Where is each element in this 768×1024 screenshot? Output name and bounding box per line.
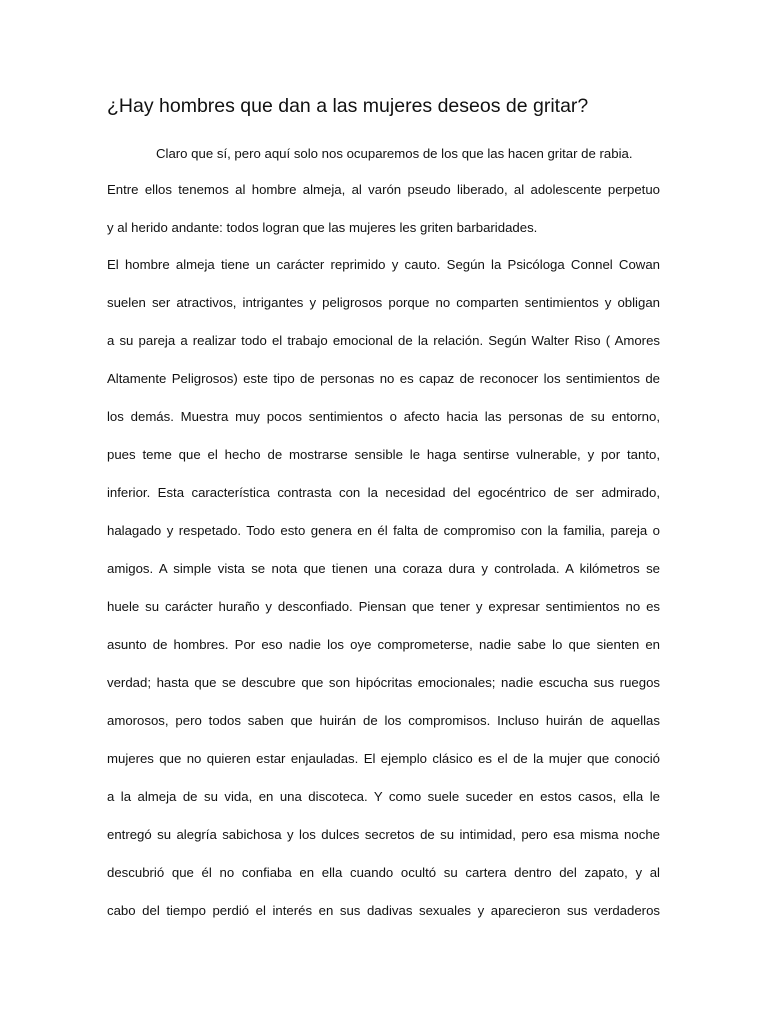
- paragraph-line: El hombre almeja tiene un carácter reprimido y cauto. Según la Psicóloga Connel Cowan: [107, 257, 660, 272]
- paragraph-line: halagado y respetado. Todo esto genera en él falta de compromiso con la familia, pareja o: [107, 523, 660, 538]
- paragraph-line: verdad; hasta que se descubre que son hipócritas emocionales; nadie escucha sus ruegos: [107, 675, 660, 690]
- paragraph-line: amorosos, pero todos saben que huirán de los compromisos. Incluso huirán de aquellas: [107, 713, 660, 728]
- paragraph-line: huele su carácter huraño y desconfiado. Piensan que tener y expresar sentimientos no es: [107, 599, 660, 614]
- paragraph-line: y al herido andante: todos logran que las mujeres les griten barbaridades.: [107, 220, 538, 235]
- paragraph-line: entregó su alegría sabichosa y los dulces secretos de su intimidad, pero esa misma noche: [107, 827, 660, 842]
- paragraph-line: descubrió que él no confiaba en ella cuando ocultó su cartera dentro del zapato, y al: [107, 865, 660, 880]
- paragraph-line: Altamente Peligrosos) este tipo de personas no es capaz de reconocer los sentimientos de: [107, 371, 660, 386]
- paragraph-line: amigos. A simple vista se nota que tienen una coraza dura y controlada. A kilómetros se: [107, 561, 660, 576]
- paragraph-line: a su pareja a realizar todo el trabajo emocional de la relación. Según Walter Riso ( Amores: [107, 333, 660, 348]
- paragraph-line: inferior. Esta característica contrasta con la necesidad del egocéntrico de ser admirado,: [107, 485, 660, 500]
- paragraph-line: los demás. Muestra muy pocos sentimientos o afecto hacia las personas de su entorno,: [107, 409, 660, 424]
- paragraph-line: pues teme que el hecho de mostrarse sensible le haga sentirse vulnerable, y por tanto,: [107, 447, 660, 462]
- paragraph-line: mujeres que no quieren estar enjauladas. El ejemplo clásico es el de la mujer que conoció: [107, 751, 660, 766]
- paragraph-line: cabo del tiempo perdió el interés en sus dadivas sexuales y aparecieron sus verdaderos: [107, 903, 660, 918]
- paragraph-line: a la almeja de su vida, en una discoteca. Y como suele suceder en estos casos, ella le: [107, 789, 660, 804]
- paragraph-line: Claro que sí, pero aquí solo nos ocuparemos de los que las hacen gritar de rabia.: [156, 146, 633, 161]
- document-title: ¿Hay hombres que dan a las mujeres deseos de gritar?: [107, 95, 589, 117]
- paragraph-line: asunto de hombres. Por eso nadie los oye comprometerse, nadie sabe lo que sienten en: [107, 637, 660, 652]
- paragraph-line: Entre ellos tenemos al hombre almeja, al varón pseudo liberado, al adolescente perpetuo: [107, 182, 660, 197]
- paragraph-line: suelen ser atractivos, intrigantes y peligrosos porque no comparten sentimientos y obligan: [107, 295, 660, 310]
